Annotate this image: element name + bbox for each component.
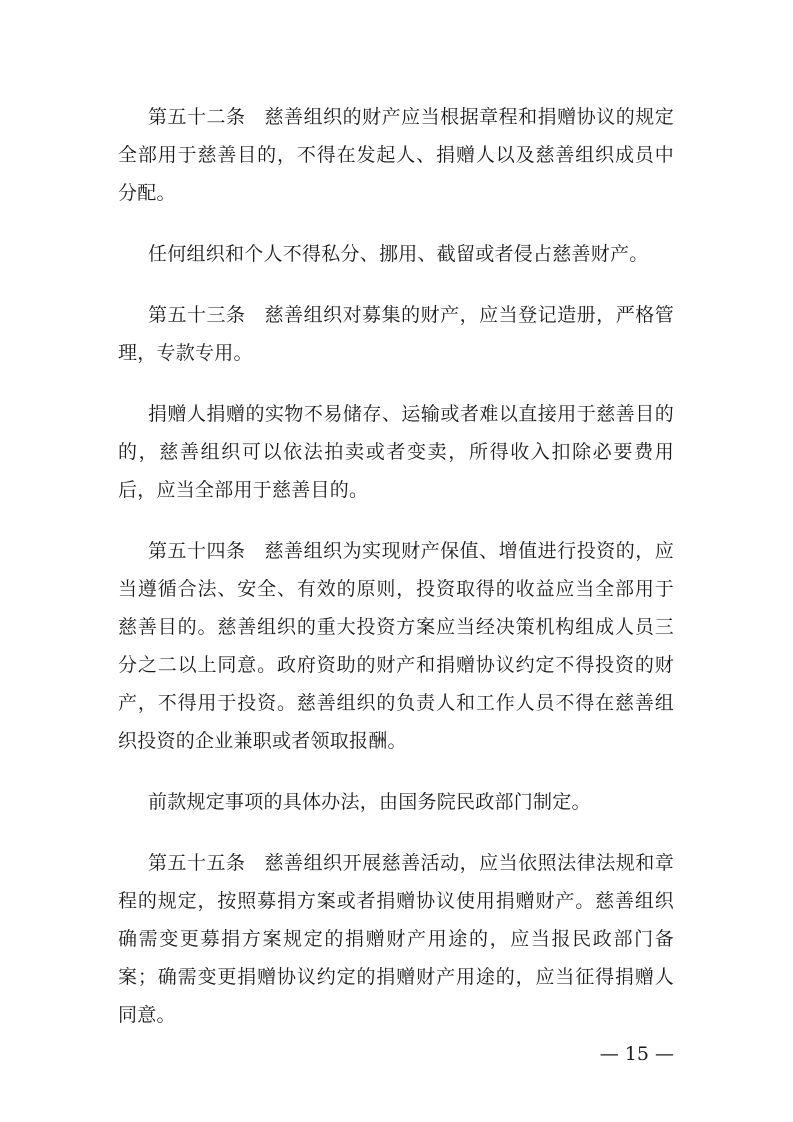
paragraph-text: 任何组织和个人不得私分、挪用、截留或者侵占慈善财产。 (148, 243, 649, 265)
paragraph-article-55 (118, 844, 674, 1034)
paragraph (118, 783, 674, 821)
document-body (118, 98, 674, 1057)
paragraph-text: 慈善组织为实现财产保值、增值进行投资的，应当遵循合法、安全、有效的原则，投资取得的收益应当全部用于慈善目的。慈善组织的重大投资方案应当经决策机构组成人员三分之二以上同意。政府资助的财产和捐赠协议约定不得投资的财产，不得用于投资。慈善组织的负责人和工作人员不得在慈善组织投资的企业兼职或者领取报酬。 (118, 540, 674, 752)
paragraph-article-53 (118, 296, 674, 372)
paragraph-article-52 (118, 98, 674, 212)
article-number: 第五十二条 (148, 106, 246, 128)
paragraph-text: 慈善组织对募集的财产，应当登记造册，严格管理，专款专用。 (118, 304, 674, 364)
paragraph (118, 395, 674, 509)
page-number: — 15 — (599, 1043, 674, 1065)
article-number: 第五十三条 (148, 304, 246, 326)
paragraph (118, 235, 674, 273)
article-number: 第五十五条 (148, 852, 246, 874)
paragraph-article-54 (118, 532, 674, 760)
paragraph-text: 前款规定事项的具体办法，由国务院民政部门制定。 (148, 791, 591, 813)
article-number: 第五十四条 (148, 540, 246, 562)
paragraph-text: 慈善组织的财产应当根据章程和捐赠协议的规定全部用于慈善目的，不得在发起人、捐赠人以及慈善组织成员中分配。 (118, 106, 674, 204)
paragraph-text: 捐赠人捐赠的实物不易储存、运输或者难以直接用于慈善目的的，慈善组织可以依法拍卖或者变卖，所得收入扣除必要费用后，应当全部用于慈善目的。 (118, 403, 674, 501)
paragraph-text: 慈善组织开展慈善活动，应当依照法律法规和章程的规定，按照募捐方案或者捐赠协议使用捐赠财产。慈善组织确需变更募捐方案规定的捐赠财产用途的，应当报民政部门备案；确需变更捐赠协议约定的捐赠财产用途的，应当征得捐赠人同意。 (118, 852, 674, 1026)
